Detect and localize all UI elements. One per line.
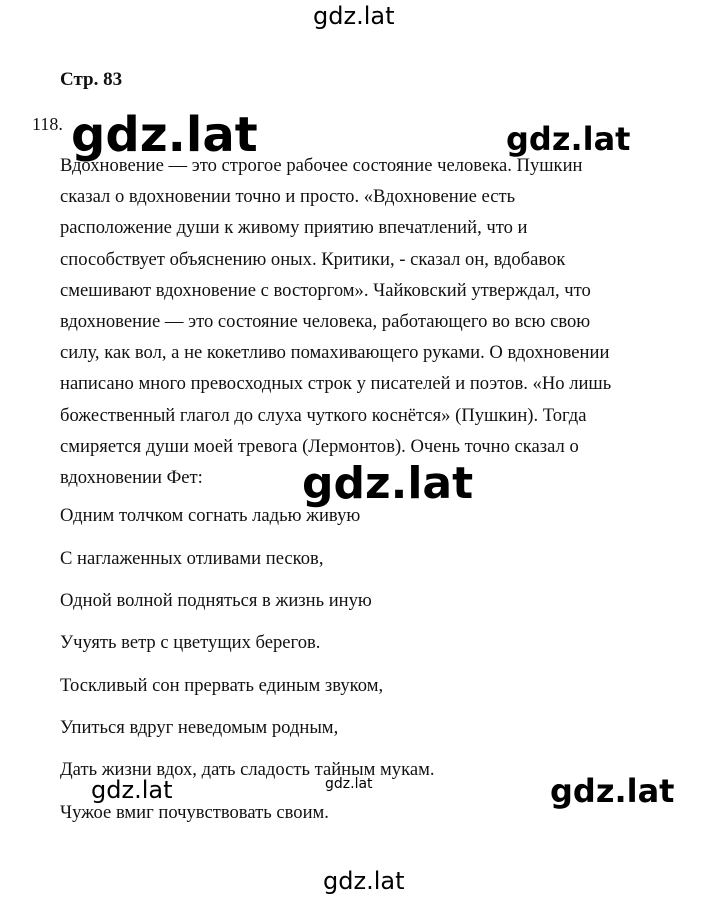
poem-line: Одним толчком согнать ладью живую: [60, 505, 361, 526]
page-title: Стр. 83: [60, 69, 123, 90]
watermark-bottom: gdz.lat: [323, 867, 405, 895]
watermark-bottom-right: gdz.lat: [550, 772, 675, 810]
watermark-large-right: gdz.lat: [506, 120, 631, 158]
task-number: 118.: [32, 114, 63, 134]
watermark-large-left: gdz.lat: [71, 107, 258, 163]
poem-line: Дать жизни вдох, дать сладость тайным мукам.: [60, 759, 435, 780]
paragraph-line: вдохновении Фет:: [60, 467, 203, 489]
paragraph-line: смиряется души моей тревога (Лермонтов). Очень точно сказал о: [60, 435, 579, 457]
watermark-top: gdz.lat: [313, 2, 395, 30]
watermark-middle: gdz.lat: [302, 458, 474, 509]
paragraph-line: расположение души к живому приятию впечатлений, что и: [60, 217, 528, 239]
answer-paragraph: [60, 150, 700, 493]
poem-line: Тоскливый сон прервать единым звуком,: [60, 675, 384, 696]
paragraph-line: Вдохновение — это строгое рабочее состояние человека. Пушкин: [60, 155, 583, 176]
poem-line: С наглаженных отливами песков,: [60, 548, 324, 569]
paragraph-line: способствует объяснению оных. Критики, - сказал он, вдобавок: [60, 248, 566, 270]
poem-line: Чужое вмиг почувствовать своим.: [60, 802, 329, 823]
watermark-bottom-left: gdz.lat: [91, 776, 173, 804]
paragraph-line: силу, как вол, а не кокетливо помахивающего руками. О вдохновении: [60, 342, 610, 364]
paragraph-line: смешивают вдохновение с восторгом». Чайковский утверждал, что: [60, 279, 591, 301]
poem-line: Учуять ветр с цветущих берегов.: [60, 632, 321, 653]
paragraph-line: написано много превосходных строк у писателей и поэтов. «Но лишь: [60, 373, 612, 395]
poem-line: Упиться вдруг неведомым родным,: [60, 717, 339, 738]
poem-line: Одной волной подняться в жизнь иную: [60, 590, 372, 611]
watermark-small-center: gdz.lat: [325, 776, 373, 792]
paragraph-line: божественный глагол до слуха чуткого коснётся» (Пушкин). Тогда: [60, 404, 587, 426]
paragraph-line: сказал о вдохновении точно и просто. «Вдохновение есть: [60, 186, 516, 208]
paragraph-line: вдохновение — это состояние человека, работающего во всю свою: [60, 311, 591, 333]
